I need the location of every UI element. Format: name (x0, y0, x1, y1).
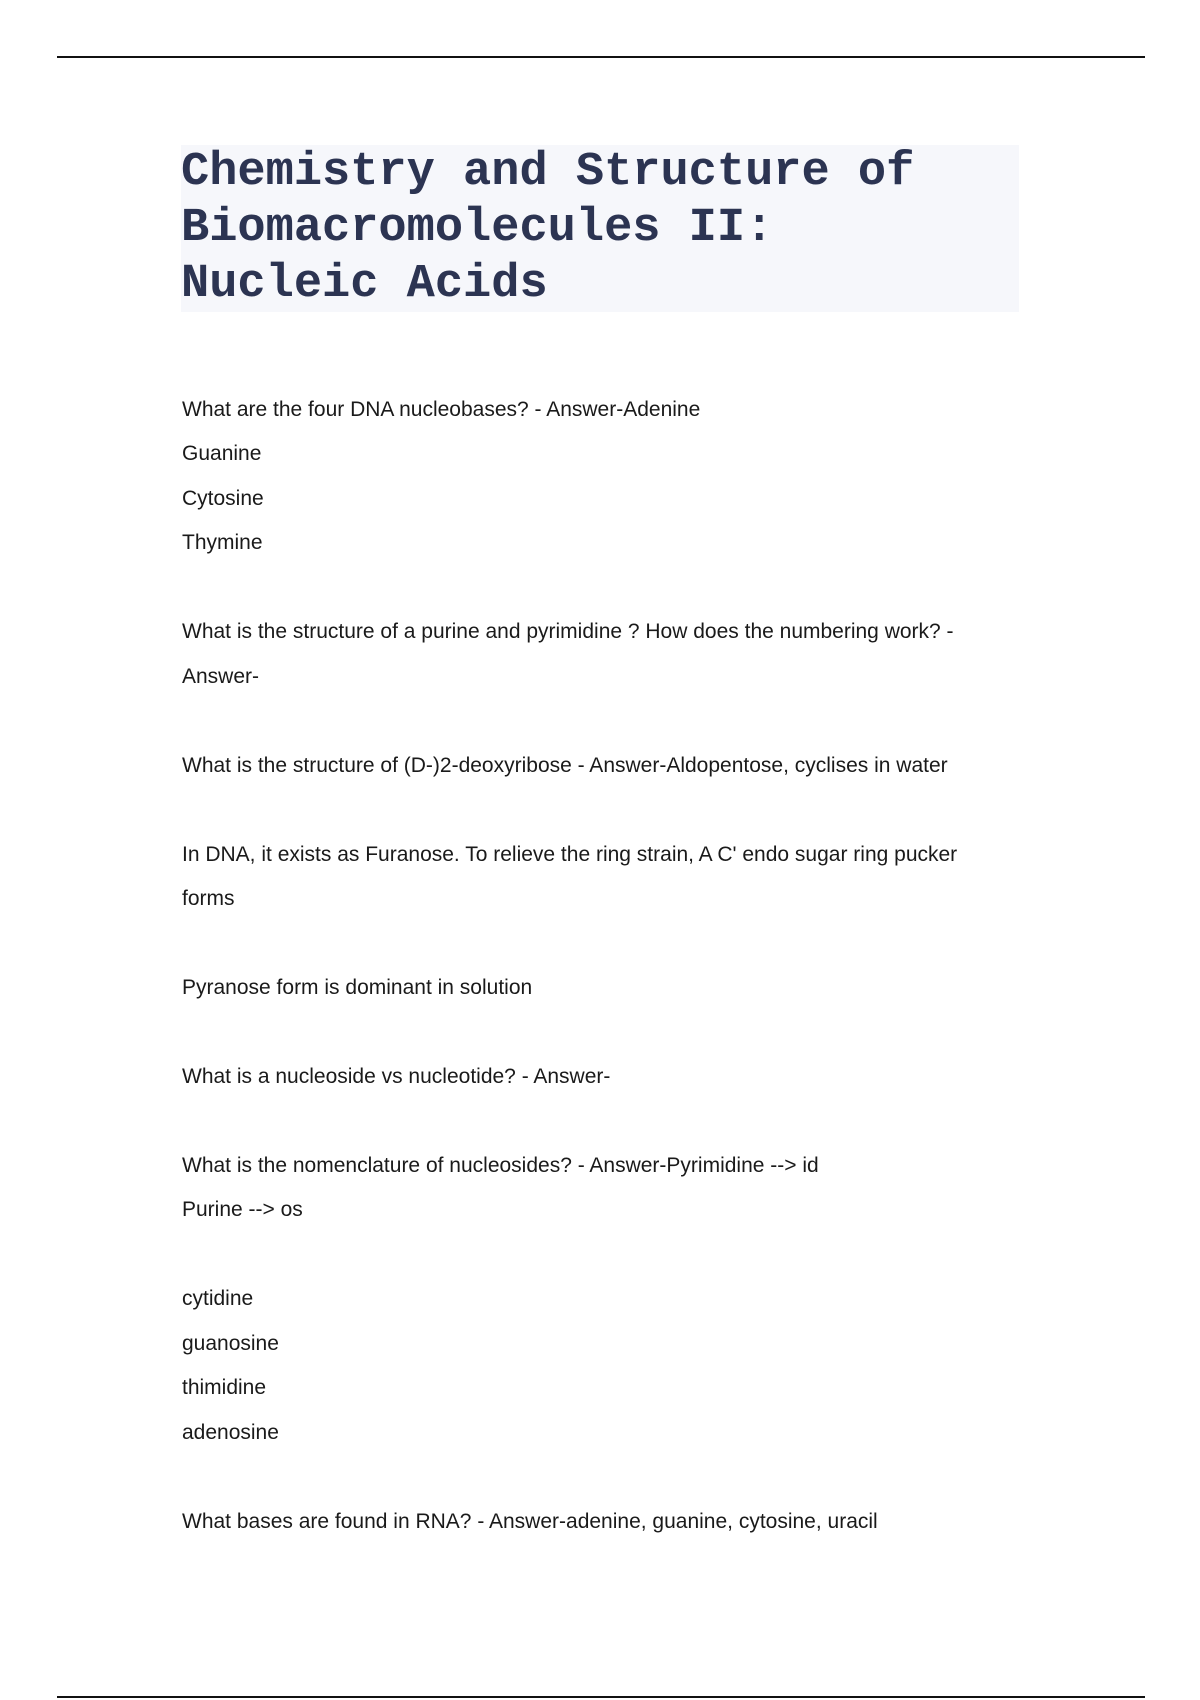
qa-line: In DNA, it exists as Furanose. To relieve the ring strain, A C' endo sugar ring pucker (182, 843, 958, 866)
title-line: Nucleic Acids (181, 258, 548, 311)
qa-line: Thymine (182, 531, 263, 554)
qa-line: What are the four DNA nucleobases? - Answer-Adenine (182, 398, 701, 421)
qa-line: What is the nomenclature of nucleosides? - Answer-Pyrimidine --> id (182, 1154, 819, 1177)
qa-line: Cytosine (182, 487, 264, 510)
qa-line: Answer- (182, 665, 260, 688)
qa-line: Purine --> os (182, 1198, 303, 1221)
qa-line: What is the structure of (D-)2-deoxyribose - Answer-Aldopentose, cyclises in water (182, 754, 948, 777)
qa-line: cytidine (182, 1287, 254, 1310)
qa-line: thimidine (182, 1376, 267, 1399)
qa-line: Guanine (182, 442, 262, 465)
title-line: Chemistry and Structure of (181, 146, 915, 199)
qa-line: forms (182, 887, 235, 910)
qa-line: Pyranose form is dominant in solution (182, 976, 533, 999)
document-title (181, 145, 1019, 313)
footer-rule (57, 1696, 1145, 1698)
qa-line: What is a nucleoside vs nucleotide? - Answer- (182, 1065, 611, 1088)
qa-line: What is the structure of a purine and pyrimidine ? How does the numbering work? - (182, 620, 954, 643)
qa-line: guanosine (182, 1332, 279, 1355)
qa-line: adenosine (182, 1421, 279, 1444)
title-block (181, 145, 1019, 312)
header-rule (57, 56, 1145, 58)
qa-line: What bases are found in RNA? - Answer-adenine, guanine, cytosine, uracil (182, 1510, 878, 1533)
title-line: Biomacromolecules II: (181, 202, 774, 255)
